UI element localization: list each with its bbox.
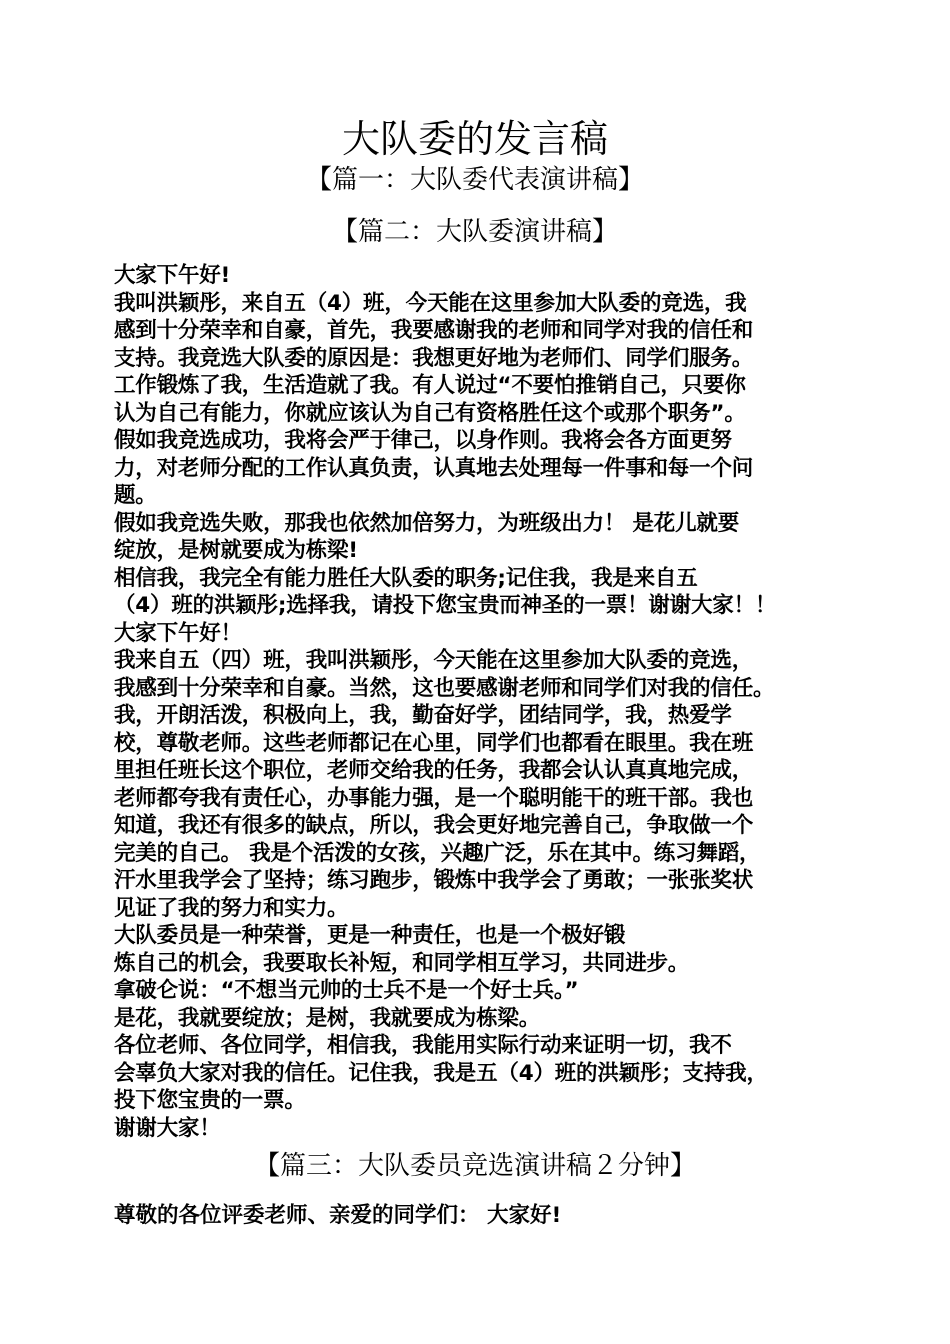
text-line: 谢谢大家！ [114, 1115, 221, 1141]
section-heading-2: 【篇二：大队委演讲稿】 [331, 217, 618, 247]
text-line: 是花，我就要绽放；是树，我就要成为栋梁。 [114, 1005, 541, 1031]
document-title: 大队委的发言稿 [341, 117, 608, 161]
text-line: 相信我，我完全有能力胜任大队委的职务;记住我，我是来自五 [114, 565, 698, 591]
greeting-line: 尊敬的各位评委老师、亲爱的同学们： 大家好! [114, 1203, 562, 1228]
text-line: 认为自己有能力，你就应该认为自己有资格胜任这个或那个职务”。 [114, 400, 746, 426]
text-line: 假如我竞选成功，我将会严于律己，以身作则。我将会各方面更努 [114, 428, 732, 453]
text-line: 大家下午好！ [114, 620, 242, 646]
text-line: 我感到十分荣幸和自豪。当然，这也要感谢老师和同学们对我的信任。 [114, 675, 775, 701]
section-heading-3: 【篇三：大队委员竞选演讲稿２分钟】 [253, 1151, 696, 1181]
text-line: 校，尊敬老师。这些老师都记在心里，同学们也都看在眼里。我在班 [114, 730, 754, 756]
text-line: 支持。我竞选大队委的原因是：我想更好地为老师们、同学们服务。 [114, 345, 754, 371]
text-line: 老师都夸我有责任心，办事能力强，是一个聪明能干的班干部。我也 [114, 785, 754, 811]
text-line: 拿破仑说：“不想当元帅的士兵不是一个好士兵。” [114, 978, 579, 1003]
text-line: 我叫洪颖彤，来自五（4）班，今天能在这里参加大队委的竞选，我 [114, 290, 747, 316]
text-line: 里担任班长这个职位，老师交给我的任务，我都会认认真真地完成， [114, 758, 754, 783]
text-line: 大家下午好! [114, 263, 231, 288]
speech-body [114, 262, 850, 1142]
text-line: 感到十分荣幸和自豪，首先，我要感谢我的老师和同学对我的信任和 [114, 318, 754, 343]
text-line: 假如我竞选失败，那我也依然加倍努力，为班级出力！ 是花儿就要 [114, 510, 739, 536]
text-line: 炼自己的机会，我要取长补短，和同学相互学习，共同进步。 [114, 950, 690, 976]
text-line: 大队委员是一种荣誉，更是一种责任，也是一个极好锻 [114, 923, 626, 948]
text-line: （4）班的洪颖彤;选择我，请投下您宝贵而神圣的一票！谢谢大家！！ [114, 593, 777, 618]
text-line: 完美的自己。 我是个活泼的女孩，兴趣广泛，乐在其中。练习舞蹈， [114, 840, 761, 866]
text-line: 投下您宝贵的一票。 [114, 1088, 306, 1113]
text-line: 我，开朗活泼，积极向上，我，勤奋好学，团结同学，我，热爱学 [114, 703, 732, 728]
text-line: 见证了我的努力和实力。 [114, 895, 349, 921]
text-line: 题。 [114, 483, 157, 508]
text-line: 我来自五（四）班，我叫洪颖彤，今天能在这里参加大队委的竞选， [114, 648, 754, 673]
text-line: 知道，我还有很多的缺点，所以，我会更好地完善自己，争取做一个 [114, 813, 754, 838]
text-line: 力，对老师分配的工作认真负责，认真地去处理每一件事和每一个问 [114, 455, 754, 481]
text-line: 绽放，是树就要成为栋梁! [114, 538, 358, 563]
text-line: 各位老师、各位同学，相信我，我能用实际行动来证明一切，我不 [114, 1033, 732, 1058]
text-line: 工作锻炼了我，生活造就了我。有人说过“不要怕推销自己，只要你 [114, 373, 746, 398]
text-line: 会辜负大家对我的信任。记住我，我是五（4）班的洪颖彤；支持我， [114, 1060, 768, 1086]
text-line: 汗水里我学会了坚持；练习跑步，锻炼中我学会了勇敢；一张张奖状 [114, 868, 754, 893]
section-heading-1: 【篇一：大队委代表演讲稿】 [305, 165, 644, 195]
